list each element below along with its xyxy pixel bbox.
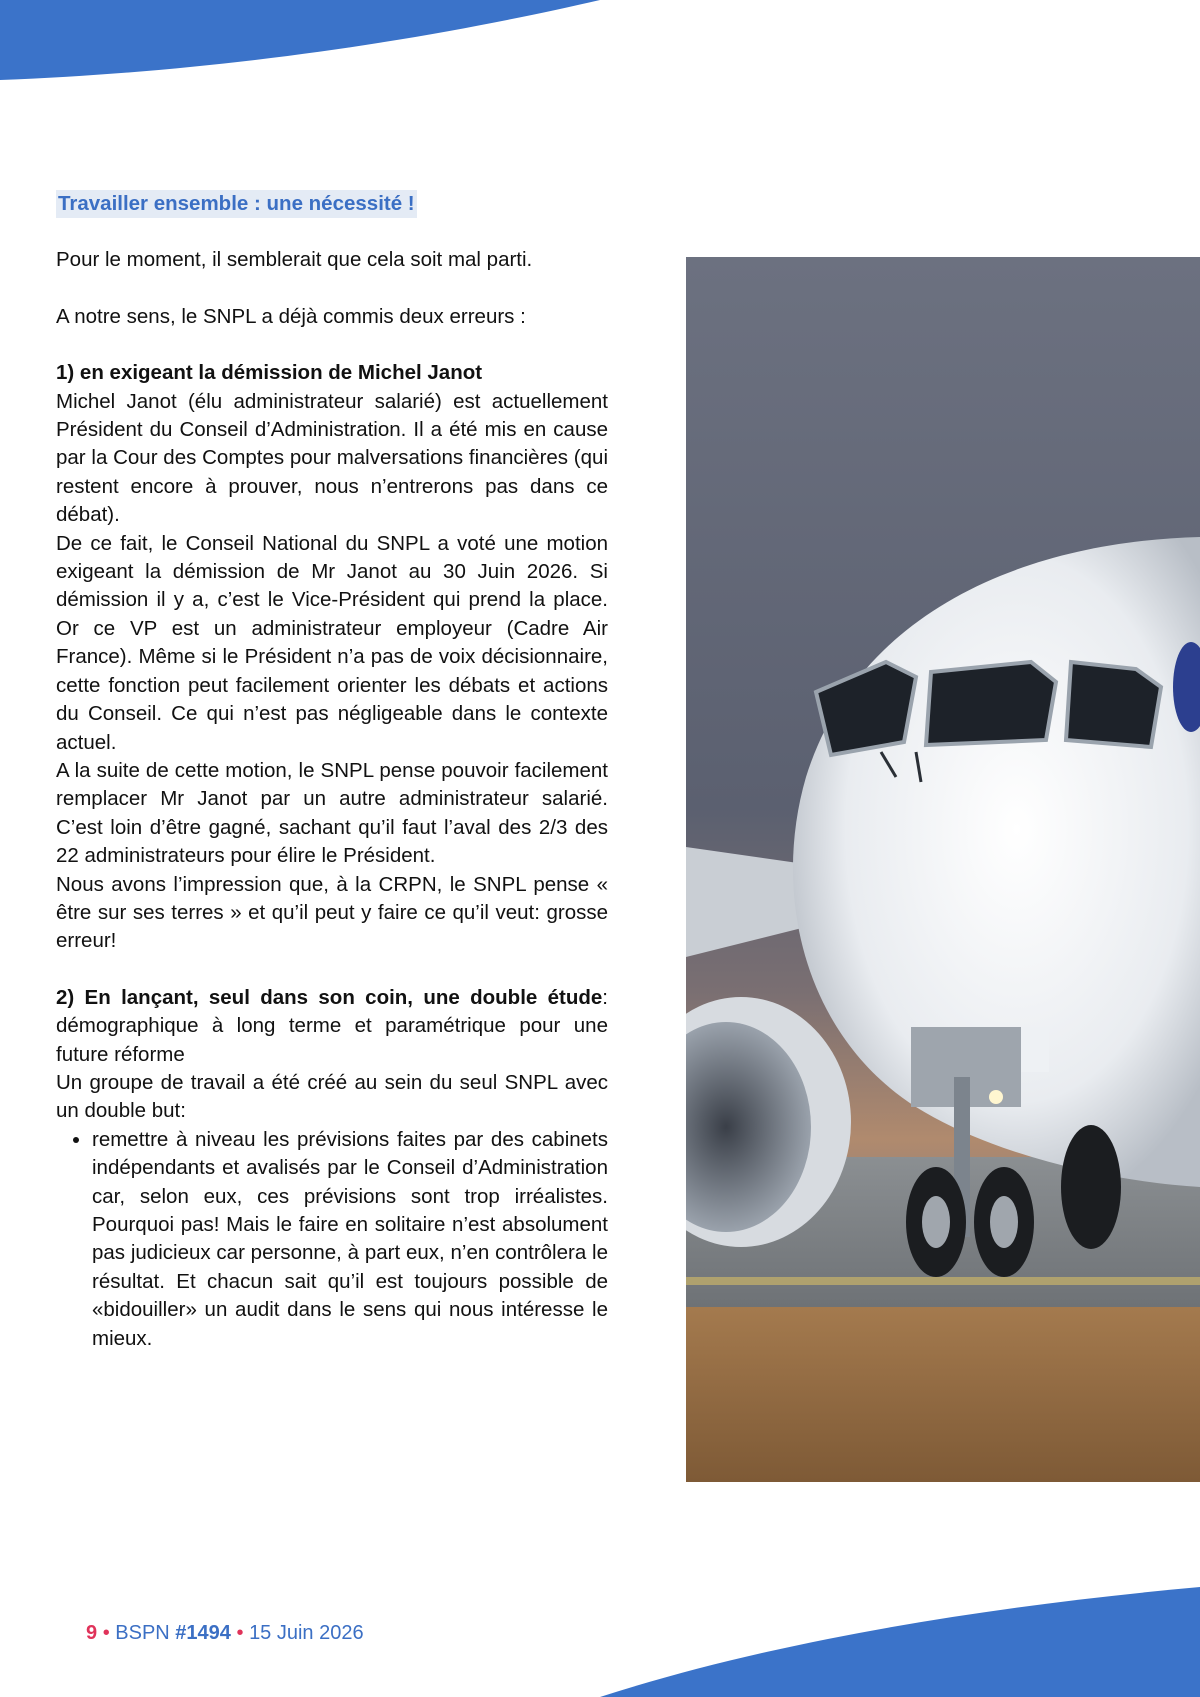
- point2-heading-rest: : démographique à long terme et paramétrique pour une future réforme: [56, 985, 608, 1066]
- point1-paragraph-3: A la suite de cette motion, le SNPL pense pouvoir facilement remplacer Mr Janot par un autre administrateur salarié. C’est loin d’être gagné, sachant qu’il faut l’aval des 2/3 des 22 administrateurs pour élire le Président.: [56, 758, 608, 868]
- top-wave-decoration: [0, 0, 600, 90]
- footer-separator: •: [236, 1622, 244, 1644]
- point1-paragraph-2: De ce fait, le Conseil National du SNPL a voté une motion exigeant la démission de Mr Janot au 30 Juin 2026. Si démission il y a, c’est le Vice-Président qui prend la place. Or ce VP est un administrateur employeur (Cadre Air France). Même si le Président n’a pas de voix décisionnaire, cette fonction peut facilement orienter les débats et actions du Conseil. Ce qui n’est pas négligeable dans le contexte actuel.: [56, 531, 608, 754]
- point2-paragraph: Un groupe de travail a été créé au sein du seul SNPL avec un double but:: [56, 1070, 608, 1123]
- airplane-photo: [686, 257, 1200, 1482]
- section-title: Travailler ensemble : une nécessité !: [56, 190, 417, 218]
- point2-bullet-list: [56, 1126, 608, 1353]
- point1-heading: 1) en exigeant la démission de Michel Janot: [56, 361, 483, 385]
- bottom-wave-decoration: [600, 1587, 1200, 1697]
- point2-heading-bold: 2) En lançant, seul dans son coin, une double étude: [56, 985, 603, 1009]
- point2-heading: [56, 984, 608, 1069]
- article-body: [56, 190, 608, 1353]
- point1-paragraph-4: Nous avons l’impression que, à la CRPN, le SNPL pense « être sur ses terres » et qu’il peut y faire ce qu’il veut: grosse erreur!: [56, 872, 608, 953]
- page-number: 9: [86, 1622, 98, 1644]
- issue-date: 15 Juin 2026: [249, 1622, 364, 1644]
- page-footer: [86, 1622, 364, 1645]
- point1-paragraph-1: Michel Janot (élu administrateur salarié) est actuellement Président du Conseil d’Administration. Il a été mis en cause par la Cour des Comptes pour malversations financières (qui restent encore à prouver, nous n’entrerons pas dans ce débat).: [56, 389, 608, 527]
- footer-separator: •: [102, 1622, 110, 1644]
- publication-name: BSPN: [115, 1622, 170, 1644]
- intro-paragraph-1: Pour le moment, il semblerait que cela soit mal parti.: [56, 248, 533, 272]
- list-item: • remettre à niveau les prévisions faites par des cabinets indépendants et avalisés par le Conseil d’Administration car, selon eux, ces prévisions sont trop irréalistes. Pourquoi pas! Mais le faire en solitaire n’est absolument pas judicieux car personne, à part eux, n’en contrôlera le résultat. Et chacun sait qu’il est toujours possible de «bidouiller» un audit dans le sens qui nous intéresse le mieux.: [92, 1126, 608, 1353]
- issue-number: #1494: [175, 1622, 231, 1644]
- intro-paragraph-2: A notre sens, le SNPL a déjà commis deux erreurs :: [56, 304, 526, 328]
